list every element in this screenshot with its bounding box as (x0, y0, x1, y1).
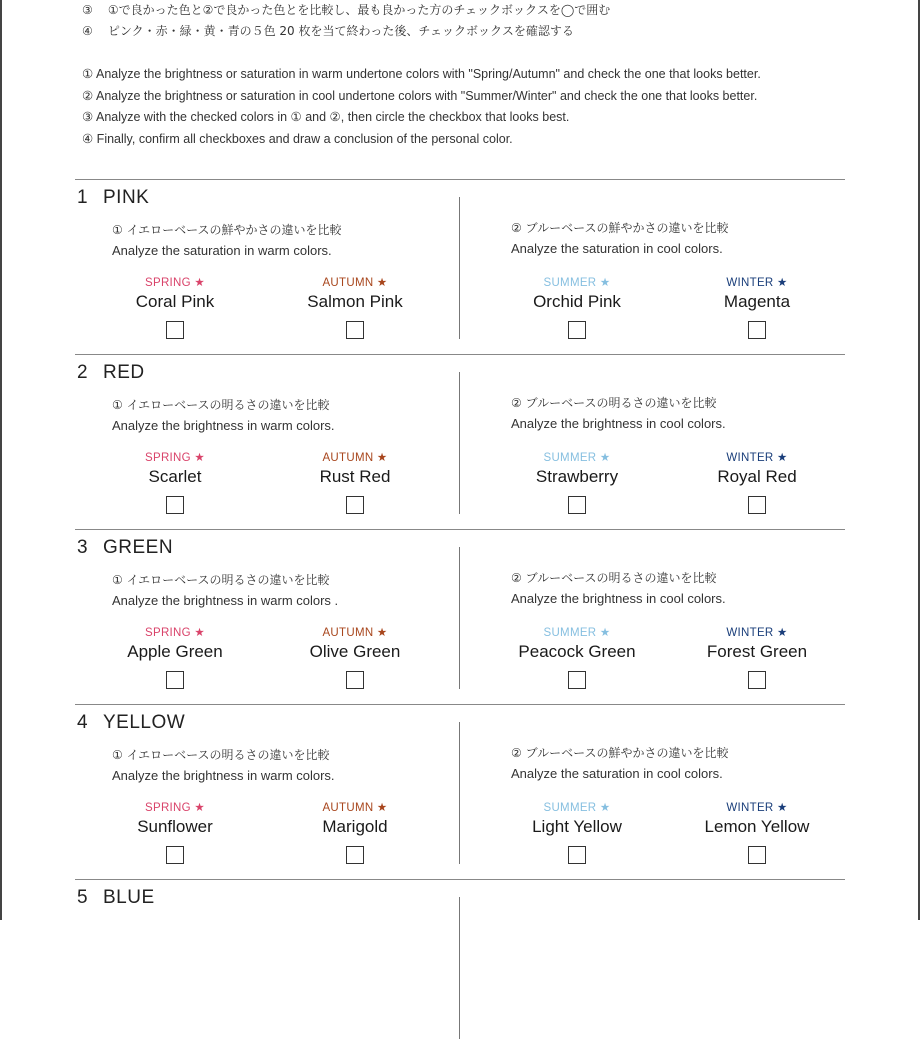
option-checkbox[interactable] (166, 846, 184, 864)
panel-instruction-jp: ① イエローベースの明るさの違いを比較 (112, 748, 330, 762)
section-green (75, 529, 845, 704)
color-name: Scarlet (148, 467, 202, 486)
color-name: Forest Green (706, 642, 808, 661)
option-checkbox[interactable] (346, 321, 364, 339)
instruction-en-4: ④ Finally, confirm all checkboxes and draw a conclusion of the personal color. (82, 132, 513, 146)
option-checkbox[interactable] (346, 671, 364, 689)
color-option-winter (677, 800, 837, 864)
panel-instruction-jp: ② ブルーベースの鮮やかさの違いを比較 (511, 221, 729, 235)
panel-instruction-jp: ② ブルーベースの明るさの違いを比較 (511, 571, 717, 585)
color-option-autumn (275, 625, 435, 689)
color-name: Strawberry (535, 467, 619, 486)
color-option-summer (497, 625, 657, 689)
panel-instruction-en: Analyze the brightness in warm colors. (112, 418, 335, 433)
instruction-en-1: ① Analyze the brightness or saturation in warm undertone colors with "Spring/Autumn" and check the one that looks better. (82, 67, 761, 81)
column-separator (459, 897, 460, 1039)
color-option-winter (677, 450, 837, 514)
option-checkbox[interactable] (166, 321, 184, 339)
season-label: WINTER ★ (726, 452, 788, 464)
color-option-spring (95, 625, 255, 689)
instruction-jp-number: ④ (82, 24, 93, 38)
section-number: 5 (77, 887, 89, 908)
panel-instruction-en: Analyze the saturation in warm colors. (112, 243, 332, 258)
color-option-autumn (275, 275, 435, 339)
option-checkbox[interactable] (748, 671, 766, 689)
column-separator (459, 197, 460, 339)
season-label: SPRING ★ (145, 277, 205, 289)
instruction-jp-4 (82, 22, 574, 39)
color-option-winter (677, 275, 837, 339)
season-label: AUTUMN ★ (322, 802, 388, 814)
option-checkbox[interactable] (166, 671, 184, 689)
warm-undertone-panel (75, 354, 455, 529)
panel-instruction-en: Analyze the brightness in cool colors. (511, 591, 726, 606)
option-checkbox[interactable] (346, 496, 364, 514)
season-label: WINTER ★ (726, 277, 788, 289)
season-label: SPRING ★ (145, 452, 205, 464)
section-title-text: RED (103, 362, 145, 383)
page-border-left (0, 0, 2, 920)
cool-undertone-panel (475, 354, 855, 529)
color-name: Lemon Yellow (704, 817, 810, 836)
color-option-autumn (275, 450, 435, 514)
color-option-autumn (275, 800, 435, 864)
option-checkbox[interactable] (568, 671, 586, 689)
cool-undertone-panel (475, 529, 855, 704)
warm-undertone-panel (75, 704, 455, 879)
panel-instruction-en: Analyze the brightness in warm colors . (112, 593, 339, 608)
section-yellow (75, 704, 845, 879)
section-title-text: YELLOW (103, 712, 186, 733)
color-name: Marigold (322, 817, 388, 836)
color-name: Light Yellow (532, 817, 622, 836)
section-title-text: BLUE (103, 887, 155, 908)
option-checkbox[interactable] (568, 321, 586, 339)
instruction-jp-3 (82, 1, 610, 18)
season-label: WINTER ★ (726, 802, 788, 814)
instruction-jp-text: ピンク・赤・緑・黄・青の５色 20 枚を当て終わった後、チェックボックスを確認する (107, 24, 574, 38)
option-checkbox[interactable] (748, 496, 766, 514)
color-option-spring (95, 450, 255, 514)
season-label: SUMMER ★ (543, 627, 611, 639)
color-option-summer (497, 450, 657, 514)
color-option-summer (497, 800, 657, 864)
section-red (75, 354, 845, 529)
column-separator (459, 372, 460, 514)
section-title-text: PINK (103, 187, 150, 208)
column-separator (459, 547, 460, 689)
color-option-winter (677, 625, 837, 689)
color-option-spring (95, 800, 255, 864)
section-number: 1 (77, 187, 89, 208)
panel-instruction-jp: ① イエローベースの鮮やかさの違いを比較 (112, 223, 342, 237)
option-checkbox[interactable] (748, 846, 766, 864)
color-name: Peacock Green (518, 642, 636, 661)
option-checkbox[interactable] (346, 846, 364, 864)
panel-instruction-en: Analyze the saturation in cool colors. (511, 766, 723, 781)
column-separator (459, 722, 460, 864)
color-name: Magenta (723, 292, 791, 311)
color-name: Royal Red (717, 467, 797, 486)
color-name: Sunflower (137, 817, 213, 836)
panel-instruction-en: Analyze the brightness in warm colors. (112, 768, 335, 783)
option-checkbox[interactable] (568, 496, 586, 514)
color-option-spring (95, 275, 255, 339)
option-checkbox[interactable] (568, 846, 586, 864)
color-name: Apple Green (127, 642, 223, 661)
season-label: SPRING ★ (145, 627, 205, 639)
season-label: SUMMER ★ (543, 452, 611, 464)
season-label: SPRING ★ (145, 802, 205, 814)
color-option-summer (497, 275, 657, 339)
instruction-en-2: ② Analyze the brightness or saturation in cool undertone colors with "Summer/Winter" and check the one that looks better. (82, 89, 758, 103)
warm-undertone-panel (75, 529, 455, 704)
section-blue (75, 879, 845, 1054)
cool-undertone-panel (475, 704, 855, 879)
color-name: Olive Green (309, 642, 401, 661)
section-number: 3 (77, 537, 89, 558)
option-checkbox[interactable] (166, 496, 184, 514)
color-name: Salmon Pink (307, 292, 403, 311)
season-label: SUMMER ★ (543, 277, 611, 289)
panel-instruction-en: Analyze the brightness in cool colors. (511, 416, 726, 431)
panel-instruction-jp: ① イエローベースの明るさの違いを比較 (112, 398, 330, 412)
panel-instruction-jp: ① イエローベースの明るさの違いを比較 (112, 573, 330, 587)
color-name: Orchid Pink (533, 292, 621, 311)
panel-instruction-en: Analyze the saturation in cool colors. (511, 241, 723, 256)
warm-undertone-panel (75, 179, 455, 354)
section-divider (75, 879, 845, 880)
option-checkbox[interactable] (748, 321, 766, 339)
season-label: SUMMER ★ (543, 802, 611, 814)
panel-instruction-jp: ② ブルーベースの明るさの違いを比較 (511, 396, 717, 410)
panel-instruction-jp: ② ブルーベースの鮮やかさの違いを比較 (511, 746, 729, 760)
section-pink (75, 179, 845, 354)
section-title (77, 887, 155, 909)
season-label: WINTER ★ (726, 627, 788, 639)
cool-undertone-panel (475, 179, 855, 354)
section-title-text: GREEN (103, 537, 174, 558)
section-number: 4 (77, 712, 89, 733)
color-name: Coral Pink (135, 292, 215, 311)
season-label: AUTUMN ★ (322, 627, 388, 639)
section-number: 2 (77, 362, 89, 383)
season-label: AUTUMN ★ (322, 277, 388, 289)
instruction-jp-number: ③ (82, 3, 93, 17)
instruction-jp-text: ①で良かった色と②で良かった色とを比較し、最も良かった方のチェックボックスを◯で囲む (107, 3, 611, 17)
color-name: Rust Red (319, 467, 391, 486)
season-label: AUTUMN ★ (322, 452, 388, 464)
instruction-en-3: ③ Analyze with the checked colors in ① and ②, then circle the checkbox that looks best. (82, 110, 570, 124)
